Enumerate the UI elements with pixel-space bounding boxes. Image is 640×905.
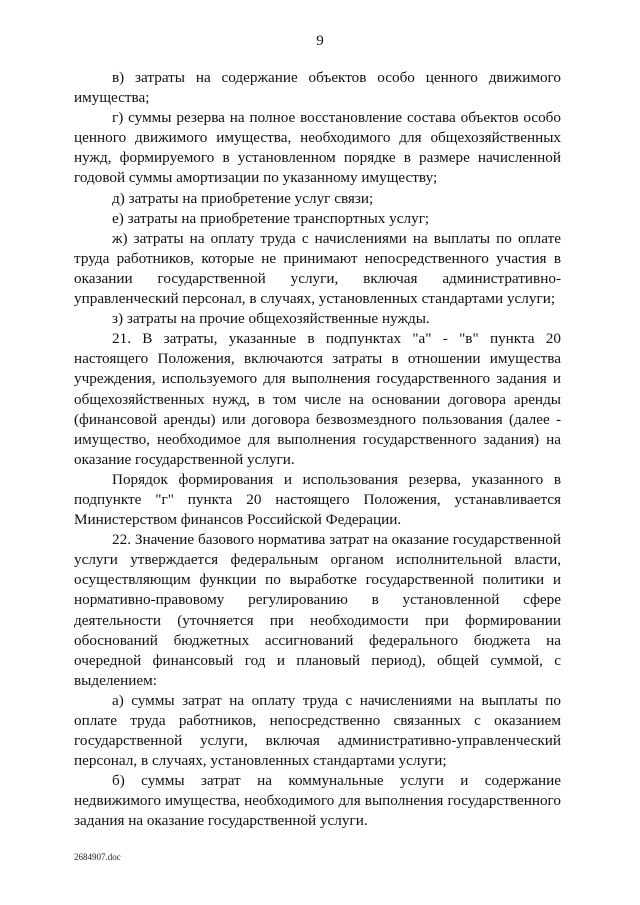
document-body (74, 68, 561, 832)
paragraph-item-zh: ж) затраты на оплату труда с начислениями на выплаты по оплате труда работников, которые не принимают непосредственного участия в оказании государственной услуги, включая административно-управленческий персонал, в случаях, установленных стандартами услуги; (74, 229, 561, 308)
page-number: 9 (316, 33, 324, 49)
paragraph-clause-22: 22. Значение базового норматива затрат на оказание государственной услуги утверждается федеральным органом исполнительной власти, осуществляющим функции по выработке государственной политики и нормативно-правовому регулированию в установленной сфере деятельности (уточняется при необходимости при формировании обоснований бюджетных ассигнований федерального бюджета на очередной финансовый год и плановый период), общей суммой, с выделением: (74, 531, 561, 689)
paragraph-item-g: г) суммы резерва на полное восстановление состава объектов особо ценного движимого имущества, необходимого для общехозяйственных нужд, формируемого в установленном порядке в размере начисленной годовой суммы амортизации по указанному имуществу; (74, 109, 561, 187)
paragraph-item-d: д) затраты на приобретение услуг связи; (112, 189, 374, 207)
paragraph-clause-21: 21. В затраты, указанные в подпунктах "а" - "в" пункта 20 настоящего Положения, включаются затраты в отношении имущества учреждения, используемого для выполнения государственного задания и общехозяйственных нужд, в том числе на основании договора аренды (финансовой аренды) или договора безвозмездного пользования (далее - имущество, необходимое для выполнения государственного задания) на оказание государственной услуги. (74, 330, 561, 468)
paragraph-item-z: з) затраты на прочие общехозяйственные нужды. (112, 310, 430, 328)
paragraph-item-b: б) суммы затрат на коммунальные услуги и содержание недвижимого имущества, необходимого для выполнения государственного задания на оказание государственной услуги. (74, 772, 561, 830)
paragraph-item-v: в) затраты на содержание объектов особо ценного движимого имущества; (74, 69, 561, 107)
document-file-label: 2684907.doc (74, 852, 121, 862)
paragraph-item-a: а) суммы затрат на оплату труда с начислениями на выплаты по оплате труда работников, непосредственно связанных с оказанием государственной услуги, включая административно-управленческий персонал, в случаях, установленных стандартами услуги; (74, 691, 561, 770)
paragraph-reserve-procedure: Порядок формирования и использования резерва, указанного в подпункте "г" пункта 20 настоящего Положения, устанавливается Министерством финансов Российской Федерации. (74, 470, 561, 529)
paragraph-item-e: е) затраты на приобретение транспортных услуг; (112, 209, 430, 227)
